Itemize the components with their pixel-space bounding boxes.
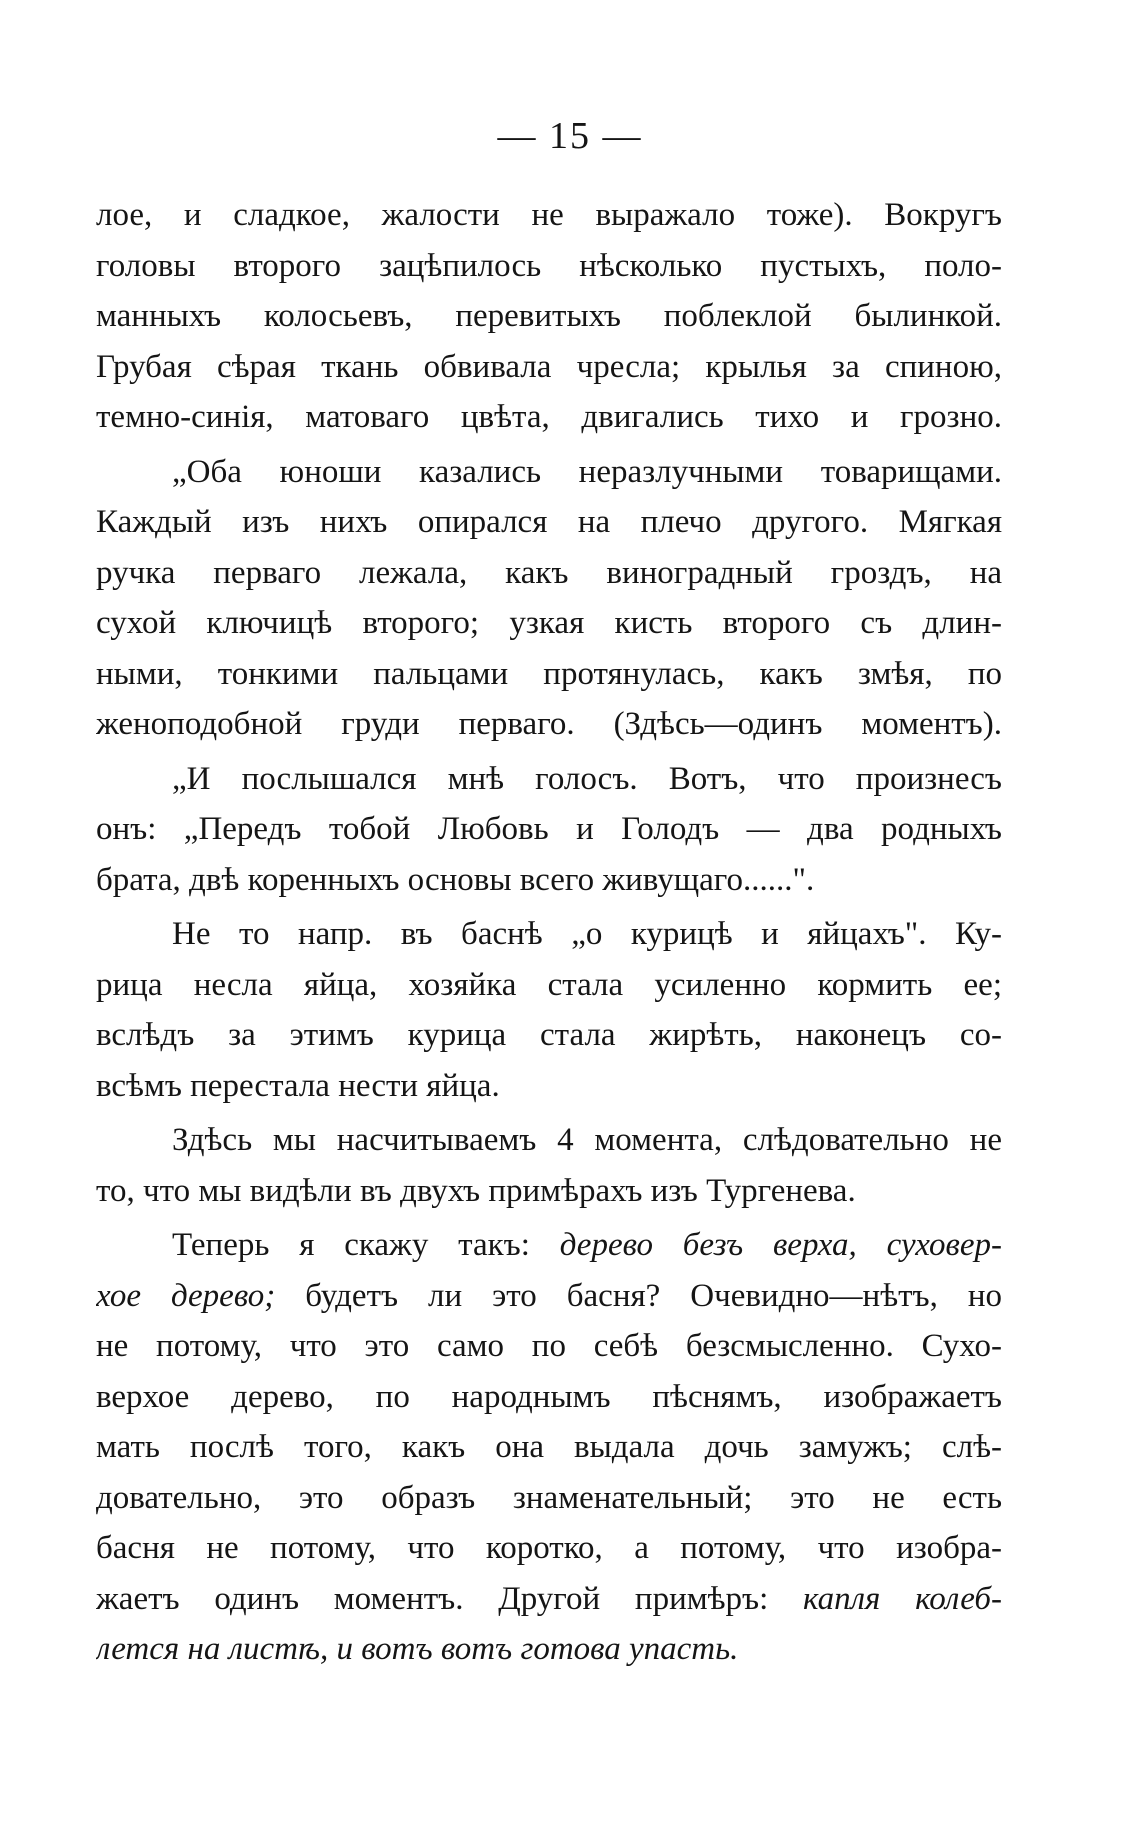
text-line [96, 1422, 1002, 1473]
line-text: лое, и сладкое, жалости не выражало тоже). Вокругъ [96, 197, 1002, 233]
paragraph-start-line [96, 909, 1002, 960]
line-text: манныхъ колосьевъ, перевитыхъ поблеклой былинкой. [96, 298, 1002, 334]
text-line [96, 342, 1002, 393]
text-line [96, 392, 1002, 443]
line-text: головы второго зацѣпилось нѣсколько пустыхъ, поло- [96, 247, 1002, 284]
text-line [96, 1271, 1002, 1322]
text-line [96, 1523, 1002, 1574]
line-text: темно-синія, матоваго цвѣта, двигались тихо и грозно. [96, 399, 1002, 435]
line-text: „И послышался мнѣ голосъ. Вотъ, что произнесъ [172, 760, 1002, 797]
text-line [96, 598, 1002, 649]
text-line [96, 1061, 1002, 1112]
line-text: ручка перваго лежала, какъ виноградный гроздъ, на [96, 554, 1002, 591]
text-line [96, 960, 1002, 1011]
line-text: Не то напр. въ баснѣ „о курицѣ и яйцахъ". Ку- [172, 916, 1002, 952]
paragraph-start-line [96, 754, 1002, 805]
text-line [96, 548, 1002, 599]
line-text: ными, тонкими пальцами протянулась, какъ змѣя, по [96, 655, 1002, 692]
body-text [96, 190, 1002, 1675]
line-text: Теперь я скажу такъ: [172, 1227, 560, 1263]
line-text: рица несла яйца, хозяйка стала усиленно кормить ее; [96, 966, 1002, 1003]
line-text: Грубая сѣрая ткань обвивала чресла; крылья за спиною, [96, 348, 1002, 385]
line-text: Каждый изъ нихъ опирался на плечо другого. Мягкая [96, 504, 1002, 540]
text-line [96, 1574, 1002, 1625]
text-line [96, 1624, 1002, 1675]
line-text: будетъ ли это басня? Очевидно—нѣтъ, но [275, 1277, 1002, 1314]
line-text: всѣмъ перестала нести яйца. [96, 1067, 500, 1104]
text-line [96, 291, 1002, 342]
line-text: басня не потому, что коротко, а потому, что изобра- [96, 1530, 1002, 1566]
text-line [96, 1321, 1002, 1372]
line-text: то, что мы видѣли въ двухъ примѣрахъ изъ Тургенева. [96, 1172, 856, 1209]
text-line [96, 1010, 1002, 1061]
line-text: сухой ключицѣ второго; узкая кисть второго съ длин- [96, 605, 1002, 641]
text-line [96, 190, 1002, 241]
text-line [96, 855, 1002, 906]
line-text: брата, двѣ коренныхъ основы всего живущаго......". [96, 861, 815, 898]
paragraph-start-line [96, 447, 1002, 498]
text-line [96, 497, 1002, 548]
italic-text: капля колеб- [803, 1580, 1002, 1617]
line-text: Здѣсь мы насчитываемъ 4 момента, слѣдовательно не [172, 1122, 1002, 1158]
italic-text: дерево безъ верха, суховер- [559, 1227, 1002, 1263]
line-text: довательно, это образъ знаменательный; это не есть [96, 1479, 1002, 1516]
line-text: женоподобной груди перваго. (Здѣсь—одинъ моментъ). [96, 706, 1002, 742]
page-number: — 15 — [497, 115, 643, 157]
line-text: верхое дерево, по народнымъ пѣснямъ, изображаетъ [96, 1378, 1002, 1415]
text-line [96, 699, 1002, 750]
italic-text: хое дерево; [96, 1277, 276, 1314]
text-line [96, 241, 1002, 292]
text-line [96, 1166, 1002, 1217]
line-text: „Оба юноши казались неразлучными товарищами. [172, 453, 1002, 490]
text-line [96, 1372, 1002, 1423]
paragraph-start-line [96, 1115, 1002, 1166]
text-line [96, 804, 1002, 855]
line-text: мать послѣ того, какъ она выдала дочь замужъ; слѣ- [96, 1429, 1002, 1465]
text-line [96, 649, 1002, 700]
paragraph-start-line [96, 1220, 1002, 1271]
line-text: онъ: „Передъ тобой Любовь и Голодъ — два родныхъ [96, 811, 1002, 847]
line-text: не потому, что это само по себѣ безсмысленно. Сухо- [96, 1328, 1002, 1364]
line-text: жаетъ одинъ моментъ. Другой примѣръ: [96, 1580, 804, 1617]
text-line [96, 1473, 1002, 1524]
line-text: вслѣдъ за этимъ курица стала жирѣть, наконецъ со- [96, 1017, 1002, 1053]
italic-text: лется на листѣ, и вотъ вотъ готова упасть. [96, 1631, 739, 1667]
